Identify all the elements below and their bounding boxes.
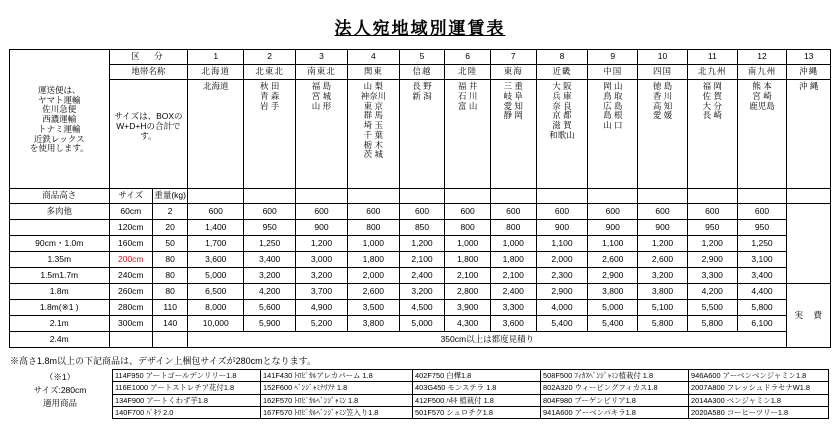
rate-6-7: 4,000 — [536, 300, 588, 316]
prefectures-13: 沖 縄 — [787, 80, 831, 189]
rate-0-10: 600 — [687, 204, 737, 220]
rate-0-7: 600 — [536, 204, 588, 220]
prefectures-4: 山 梨 神奈川 東 京 群 馬 埼 玉 千 葉 栃 木 茨 城 — [347, 80, 399, 189]
prefectures-8: 大 阪 兵 庫 奈 良 京 都 滋 賀 和歌山 — [536, 80, 588, 189]
col-number-6: 6 — [445, 50, 491, 65]
rate-6-8: 5,000 — [588, 300, 638, 316]
prefectures-7: 三 重 岐 阜 愛 知 静 岡 — [490, 80, 536, 189]
product-2-1: 162F570 ﾄﾛﾋﾟｶﾙﾍﾞﾝｼﾞｬﾐﾝ 1.8 — [261, 394, 413, 406]
rate-0-0: 600 — [188, 204, 244, 220]
col-number-3: 3 — [296, 50, 348, 65]
rate-0-6: 600 — [490, 204, 536, 220]
prefectures-1: 北海道 — [188, 80, 244, 189]
prefectures-10: 徳 島 香 川 高 知 愛 媛 — [638, 80, 688, 189]
rate-4-4: 2,400 — [399, 268, 445, 284]
col-number-2: 2 — [244, 50, 296, 65]
col-number-5: 5 — [399, 50, 445, 65]
rate-4-7: 2,300 — [536, 268, 588, 284]
blank — [296, 189, 348, 204]
row-weight-1: 20 — [153, 220, 188, 236]
rate-3-0: 3,600 — [188, 252, 244, 268]
intro-line-2: 佐川急便 — [42, 104, 77, 115]
col-number-7: 7 — [490, 50, 536, 65]
blank — [445, 189, 491, 204]
rate-7-2: 5,200 — [296, 316, 348, 332]
intro-line-0: 運送便は、 — [37, 84, 81, 95]
rate-7-11: 6,100 — [737, 316, 787, 332]
table-row-region — [10, 65, 831, 80]
rate-3-4: 2,100 — [399, 252, 445, 268]
blank — [638, 189, 688, 204]
rate-7-10: 5,800 — [687, 316, 737, 332]
prefectures-9: 岡 山 鳥 取 広 島 島 根 山 口 — [588, 80, 638, 189]
product-3-2: 501F570 シュロチク1.8 — [413, 406, 541, 418]
row-size-0: 60cm — [109, 204, 153, 220]
product-table — [112, 369, 829, 419]
intro-line-1: ヤマト運輸 — [37, 94, 81, 105]
rate-2-1: 1,250 — [244, 236, 296, 252]
blank — [737, 189, 787, 204]
table-row-prefectures — [10, 80, 831, 189]
table-row-subheader — [10, 189, 831, 204]
row-size-6: 280cm — [109, 300, 153, 316]
table-row — [10, 316, 831, 332]
intro-line-4: トナミ運輸 — [37, 123, 81, 134]
rate-0-9: 600 — [638, 204, 688, 220]
prefectures-2: 秋 田 青 森 岩 手 — [244, 80, 296, 189]
rate-2-10: 1,200 — [687, 236, 737, 252]
row-weight-8 — [153, 332, 188, 348]
row-size-2: 160cm — [109, 236, 153, 252]
region-3: 南東北 — [296, 65, 348, 80]
intro-line-3: 西濃運輸 — [42, 114, 77, 125]
rate-3-6: 1,800 — [490, 252, 536, 268]
freight-rate-table — [9, 49, 831, 348]
row-height-6: 1.8m(※1 ) — [10, 300, 110, 316]
rate-4-10: 3,300 — [687, 268, 737, 284]
rate-6-4: 4,500 — [399, 300, 445, 316]
product-0-1: 141F430 ﾄﾛﾋﾟｶﾙアレカパーム 1.8 — [261, 370, 413, 382]
row-weight-7: 140 — [153, 316, 188, 332]
rate-5-2: 3,700 — [296, 284, 348, 300]
blank — [536, 189, 588, 204]
intro-line-5: 近鉄レックス — [33, 133, 85, 144]
rate-6-9: 5,100 — [638, 300, 688, 316]
prefectures-12: 熊 本 宮 崎 鹿児島 — [737, 80, 787, 189]
blank — [490, 189, 536, 204]
intro-line-6: を使用します。 — [29, 143, 89, 154]
product-label-line-2: サイズ:280cm — [33, 384, 87, 395]
size-label: サイズ — [109, 189, 153, 204]
rate-0-8: 600 — [588, 204, 638, 220]
rate-2-9: 1,200 — [638, 236, 688, 252]
table-row — [10, 284, 831, 300]
region-8: 近畿 — [536, 65, 588, 80]
rate-4-0: 5,000 — [188, 268, 244, 284]
blank — [588, 189, 638, 204]
rate-4-8: 2,900 — [588, 268, 638, 284]
row-size-8 — [109, 332, 153, 348]
rate-7-5: 4,300 — [445, 316, 491, 332]
rate-5-6: 2,400 — [490, 284, 536, 300]
rate-3-3: 1,800 — [347, 252, 399, 268]
col-number-4: 4 — [347, 50, 399, 65]
rate-3-2: 3,000 — [296, 252, 348, 268]
region-9: 中国 — [588, 65, 638, 80]
rate-7-9: 5,800 — [638, 316, 688, 332]
col-number-12: 12 — [737, 50, 787, 65]
row-height-4: 1.5m1.7m — [10, 268, 110, 284]
rate-7-8: 5,400 — [588, 316, 638, 332]
table-row-estimate — [10, 332, 831, 348]
rate-1-9: 900 — [638, 220, 688, 236]
row-size-4: 240cm — [109, 268, 153, 284]
row-height-1 — [10, 220, 110, 236]
rate-2-11: 1,250 — [737, 236, 787, 252]
row-height-5: 1.8m — [10, 284, 110, 300]
col-number-13: 13 — [787, 50, 831, 65]
rate-1-1: 950 — [244, 220, 296, 236]
product-row — [113, 394, 829, 406]
rate-0-11: 600 — [737, 204, 787, 220]
product-label-line-3: 適用商品 — [42, 397, 77, 408]
blank — [347, 189, 399, 204]
region-2: 北東北 — [244, 65, 296, 80]
row-height-0: 多肉他 — [10, 204, 110, 220]
region-13: 沖縄 — [787, 65, 831, 80]
product-1-4: 2007A800 フレッシュドラセナW1.8 — [689, 382, 829, 394]
rate-2-0: 1,700 — [188, 236, 244, 252]
col-number-11: 11 — [687, 50, 737, 65]
rate-5-9: 3,800 — [638, 284, 688, 300]
product-row — [113, 370, 829, 382]
rate-3-5: 1,800 — [445, 252, 491, 268]
rate-3-10: 2,900 — [687, 252, 737, 268]
region-6: 北陸 — [445, 65, 491, 80]
row-weight-2: 50 — [153, 236, 188, 252]
rate-0-3: 600 — [347, 204, 399, 220]
rate-2-7: 1,100 — [536, 236, 588, 252]
product-3-3: 941A600 アーベンパキラ1.8 — [541, 406, 689, 418]
rate-5-0: 6,500 — [188, 284, 244, 300]
rate-3-7: 2,000 — [536, 252, 588, 268]
product-2-2: 412F500 ﾊｷｷ 植栽付 1.8 — [413, 394, 541, 406]
region-5: 信越 — [399, 65, 445, 80]
product-row — [113, 382, 829, 394]
table-row — [10, 268, 831, 284]
rate-5-1: 4,200 — [244, 284, 296, 300]
prefectures-3: 福 島 宮 城 山 形 — [296, 80, 348, 189]
product-label-line-1: （※1） — [44, 372, 76, 382]
rate-1-11: 950 — [737, 220, 787, 236]
prefectures-6: 福 井 石 川 富 山 — [445, 80, 491, 189]
rate-1-4: 850 — [399, 220, 445, 236]
row-size-5: 260cm — [109, 284, 153, 300]
rate-1-3: 800 — [347, 220, 399, 236]
rate-6-6: 3,300 — [490, 300, 536, 316]
blank — [787, 189, 831, 204]
col-number-9: 9 — [588, 50, 638, 65]
rate-0-4: 600 — [399, 204, 445, 220]
header-chiiki-label: 地帯名称 — [109, 65, 188, 80]
row-weight-3: 80 — [153, 252, 188, 268]
rate-3-11: 3,100 — [737, 252, 787, 268]
rate-2-3: 1,000 — [347, 236, 399, 252]
rate-2-2: 1,200 — [296, 236, 348, 252]
rate-4-9: 3,200 — [638, 268, 688, 284]
rate-5-5: 2,800 — [445, 284, 491, 300]
region-1: 北海道 — [188, 65, 244, 80]
table-row — [10, 300, 831, 316]
rate-6-5: 3,900 — [445, 300, 491, 316]
size-note-line-2: W+D+Hの合計です。 — [116, 120, 181, 141]
blank — [687, 189, 737, 204]
rate-5-10: 4,200 — [687, 284, 737, 300]
product-1-0: 116E1000 アートストレチア花付1.8 — [113, 382, 261, 394]
rate-6-2: 4,900 — [296, 300, 348, 316]
rate-4-1: 3,200 — [244, 268, 296, 284]
okinawa-jitsuhi: 実 費 — [787, 284, 831, 348]
size-note-line-1: サイズは、BOXの — [114, 111, 183, 121]
region-7: 東海 — [490, 65, 536, 80]
size-note-cell — [109, 80, 188, 189]
col-number-1: 1 — [188, 50, 244, 65]
rate-7-6: 3,600 — [490, 316, 536, 332]
product-size-label — [14, 371, 106, 409]
rate-4-6: 2,100 — [490, 268, 536, 284]
row-size-1: 120cm — [109, 220, 153, 236]
row-size-3: 200cm — [109, 252, 153, 268]
product-3-4: 2020A580 コーヒーツリー1.8 — [689, 406, 829, 418]
rate-5-4: 3,200 — [399, 284, 445, 300]
rate-2-6: 1,000 — [490, 236, 536, 252]
rate-7-4: 5,000 — [399, 316, 445, 332]
table-row — [10, 204, 831, 220]
row-weight-6: 110 — [153, 300, 188, 316]
product-1-2: 403G450 モンステラ 1.8 — [413, 382, 541, 394]
rate-1-8: 900 — [588, 220, 638, 236]
product-2-4: 2014A300 ベンジャミン1.8 — [689, 394, 829, 406]
rate-6-10: 5,500 — [687, 300, 737, 316]
product-0-0: 114F950 アートゴールデンリリー1.8 — [113, 370, 261, 382]
row-size-7: 300cm — [109, 316, 153, 332]
product-3-1: 167F570 ﾄﾛﾋﾟｶﾙﾍﾞﾝｼﾞｬﾐﾝ笠入り1.8 — [261, 406, 413, 418]
blank — [244, 189, 296, 204]
rate-1-5: 800 — [445, 220, 491, 236]
prefectures-11: 福 岡 佐 賀 大 分 長 崎 — [687, 80, 737, 189]
okinawa-blank-top — [787, 204, 831, 284]
row-weight-4: 80 — [153, 268, 188, 284]
goods-height-label: 商品高さ — [10, 189, 110, 204]
rate-1-0: 1,400 — [188, 220, 244, 236]
rate-6-1: 5,600 — [244, 300, 296, 316]
rate-5-7: 2,900 — [536, 284, 588, 300]
rate-1-7: 900 — [536, 220, 588, 236]
rate-4-2: 3,200 — [296, 268, 348, 284]
product-row — [113, 406, 829, 418]
product-1-3: 802A320 ウィーピングフィカス1.8 — [541, 382, 689, 394]
product-3-0: 140F700 ﾊﾟｷﾗ 2.0 — [113, 406, 261, 418]
rate-1-10: 950 — [687, 220, 737, 236]
product-0-2: 402F750 白樺1.8 — [413, 370, 541, 382]
rate-5-8: 3,800 — [588, 284, 638, 300]
rate-5-11: 4,400 — [737, 284, 787, 300]
row-height-7: 2.1m — [10, 316, 110, 332]
table-row — [10, 220, 831, 236]
product-0-4: 946A600 アーベンベンジャミン1.8 — [689, 370, 829, 382]
region-12: 南九州 — [737, 65, 787, 80]
table-row — [10, 236, 831, 252]
rate-3-9: 2,600 — [638, 252, 688, 268]
blank — [188, 189, 244, 204]
blank — [399, 189, 445, 204]
rate-7-0: 10,000 — [188, 316, 244, 332]
region-10: 四国 — [638, 65, 688, 80]
row-height-2: 90cm・1.0m — [10, 236, 110, 252]
footnote: ※高さ1.8m以上の下記商品は、デザイン上梱包サイズが280cmとなります。 — [10, 356, 316, 366]
rate-7-7: 5,400 — [536, 316, 588, 332]
header-kubun: 区 分 — [109, 50, 188, 65]
rate-7-3: 3,800 — [347, 316, 399, 332]
rate-6-3: 3,500 — [347, 300, 399, 316]
product-2-0: 134F900 アートくわず芋1.8 — [113, 394, 261, 406]
rate-5-3: 2,600 — [347, 284, 399, 300]
rate-7-1: 5,900 — [244, 316, 296, 332]
row-height-8: 2.4m — [10, 332, 110, 348]
table-row — [10, 252, 831, 268]
col-number-10: 10 — [638, 50, 688, 65]
rate-0-2: 600 — [296, 204, 348, 220]
region-4: 関東 — [347, 65, 399, 80]
rate-0-5: 600 — [445, 204, 491, 220]
rate-2-8: 1,100 — [588, 236, 638, 252]
region-11: 北九州 — [687, 65, 737, 80]
row-height-3: 1.35m — [10, 252, 110, 268]
estimate-note: 350cm以上は都度見積り — [188, 332, 787, 348]
rate-4-5: 2,100 — [445, 268, 491, 284]
rate-0-1: 600 — [244, 204, 296, 220]
rate-6-0: 8,000 — [188, 300, 244, 316]
intro-cell — [10, 50, 110, 189]
table-row-kubun — [10, 50, 831, 65]
product-1-1: 152F600 ﾍﾞﾝｼﾞｬﾐﾅﾘｱﾅ 1.8 — [261, 382, 413, 394]
product-2-3: 804F980 ブーゲンビリア1.8 — [541, 394, 689, 406]
rate-2-5: 1,000 — [445, 236, 491, 252]
rate-3-8: 2,600 — [588, 252, 638, 268]
row-weight-5: 80 — [153, 284, 188, 300]
col-number-8: 8 — [536, 50, 588, 65]
rate-4-3: 2,000 — [347, 268, 399, 284]
rate-2-4: 1,200 — [399, 236, 445, 252]
prefectures-5: 長 野 新 潟 — [399, 80, 445, 189]
weight-label: 重量(kg) — [153, 189, 188, 204]
rate-1-2: 900 — [296, 220, 348, 236]
rate-3-1: 3,400 — [244, 252, 296, 268]
product-0-3: 508F500 ﾌｨｶｽﾍﾞﾝｼﾞｬﾐﾝ植栽付 1.8 — [541, 370, 689, 382]
product-section — [0, 369, 840, 419]
rate-4-11: 3,400 — [737, 268, 787, 284]
rate-6-11: 5,800 — [737, 300, 787, 316]
rate-1-6: 800 — [490, 220, 536, 236]
row-weight-0: 2 — [153, 204, 188, 220]
page-title: 法人宛地域別運賃表 — [334, 19, 506, 38]
